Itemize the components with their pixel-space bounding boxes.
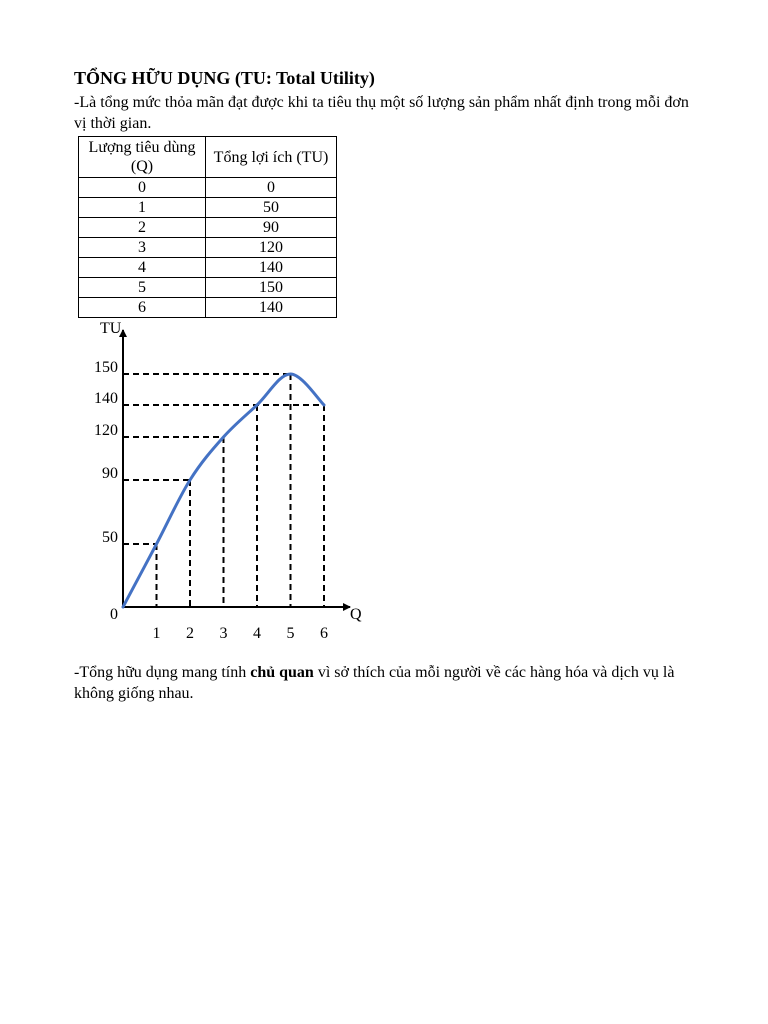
dashed-guides xyxy=(123,374,324,607)
y-tick-label: 140 xyxy=(94,390,118,407)
x-axis-label: Q xyxy=(350,606,362,623)
y-tick-labels xyxy=(94,359,118,623)
cell-tu: 0 xyxy=(206,178,337,198)
y-tick-label: 0 xyxy=(110,606,118,623)
cell-q: 4 xyxy=(79,258,206,278)
cell-q: 2 xyxy=(79,218,206,238)
y-tick-label: 50 xyxy=(102,529,118,546)
y-axis-label: TU xyxy=(100,320,122,337)
x-tick-label: 6 xyxy=(320,625,328,642)
cell-tu: 140 xyxy=(206,298,337,318)
header-total-utility: Tổng lợi ích (TU) xyxy=(206,137,337,178)
page-title: TỔNG HỮU DỤNG (TU: Total Utility) xyxy=(74,68,375,88)
x-tick-label: 2 xyxy=(186,625,194,642)
note-emphasis: chủ quan xyxy=(250,664,314,681)
y-tick-label: 90 xyxy=(102,465,118,482)
cell-tu: 150 xyxy=(206,278,337,298)
cell-q: 0 xyxy=(79,178,206,198)
y-tick-label: 150 xyxy=(94,359,118,376)
cell-tu: 120 xyxy=(206,238,337,258)
cell-q: 1 xyxy=(79,198,206,218)
cell-tu: 50 xyxy=(206,198,337,218)
cell-q: 5 xyxy=(79,278,206,298)
note-paragraph xyxy=(74,662,694,704)
x-tick-label: 1 xyxy=(152,625,161,642)
cell-tu: 140 xyxy=(206,258,337,278)
x-tick-label: 3 xyxy=(219,625,228,642)
x-tick-labels xyxy=(153,625,329,642)
cell-q: 3 xyxy=(79,238,206,258)
x-tick-label: 4 xyxy=(253,625,261,642)
x-tick-label: 5 xyxy=(286,625,295,642)
note-text: -Tổng hữu dụng mang tính xyxy=(74,664,251,681)
y-tick-label: 120 xyxy=(94,422,118,439)
cell-q: 6 xyxy=(79,298,206,318)
note-text-rest: vì sở thích của mỗi người về các hàng hóa và dịch vụ là không giống nhau. xyxy=(74,664,675,702)
header-quantity: Lượng tiêu dùng (Q) xyxy=(79,137,206,178)
cell-tu: 90 xyxy=(206,218,337,238)
intro-paragraph: -Là tổng mức thỏa mãn đạt được khi ta tiêu thụ một số lượng sản phẩm nhất định trong mỗi đơn vị thời gian. xyxy=(74,94,689,132)
